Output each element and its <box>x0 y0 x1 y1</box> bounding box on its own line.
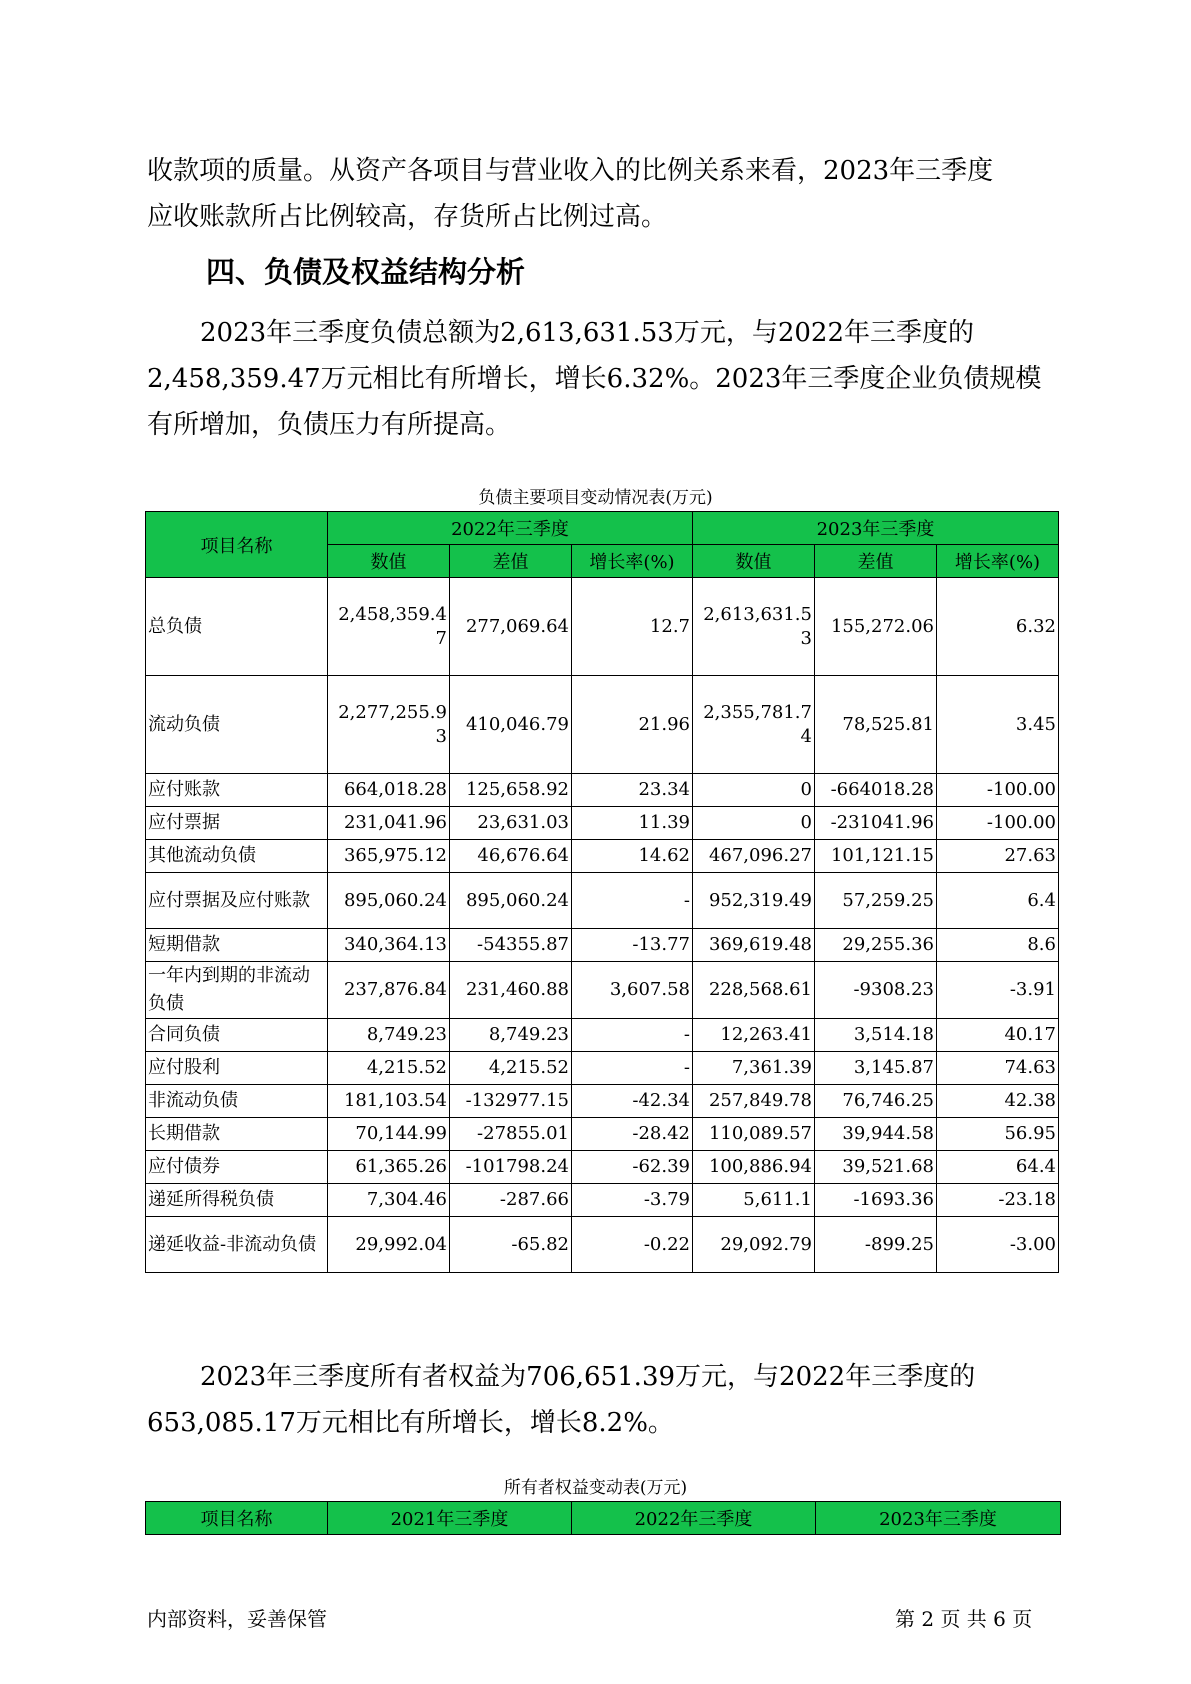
cell-value: - <box>572 1019 693 1052</box>
cell-value: 78,525.81 <box>815 676 937 774</box>
cell-value: 2,613,631.53 <box>693 578 815 676</box>
equity-table <box>145 1501 1061 1535</box>
table-row <box>146 1085 1059 1118</box>
cell-value: 895,060.24 <box>450 873 572 929</box>
cell-value: 100,886.94 <box>693 1151 815 1184</box>
row-item-name: 递延所得税负债 <box>146 1184 328 1217</box>
cell-value: 181,103.54 <box>328 1085 450 1118</box>
table-row <box>146 1118 1059 1151</box>
table-row <box>146 807 1059 840</box>
table-row <box>146 1184 1059 1217</box>
cell-value: 61,365.26 <box>328 1151 450 1184</box>
header-item-name: 项目名称 <box>146 512 328 578</box>
body-paragraph-line: 2,458,359.47万元相比有所增长，增长6.32%。2023年三季度企业负债规模 <box>147 364 1042 394</box>
header-col-diff: 差值 <box>450 545 572 578</box>
cell-value: 40.17 <box>937 1019 1059 1052</box>
row-item-name: 应付账款 <box>146 774 328 807</box>
cell-value: 42.38 <box>937 1085 1059 1118</box>
row-item-name: 长期借款 <box>146 1118 328 1151</box>
row-item-name: 短期借款 <box>146 929 328 962</box>
table-row <box>146 962 1059 1019</box>
cell-value: -3.79 <box>572 1184 693 1217</box>
cell-value: -13.77 <box>572 929 693 962</box>
equity-header-2022: 2022年三季度 <box>572 1502 816 1535</box>
row-item-name: 流动负债 <box>146 676 328 774</box>
cell-value: 664,018.28 <box>328 774 450 807</box>
cell-value: -9308.23 <box>815 962 937 1019</box>
footer-page-number: 第 2 页 共 6 页 <box>895 1607 1033 1631</box>
cell-value: 70,144.99 <box>328 1118 450 1151</box>
body-paragraph-line: 有所增加，负债压力有所提高。 <box>147 410 512 440</box>
cell-value: -1693.36 <box>815 1184 937 1217</box>
header-col-growth: 增长率(%) <box>572 545 693 578</box>
header-col-diff: 差值 <box>815 545 937 578</box>
equity-header-2023: 2023年三季度 <box>816 1502 1061 1535</box>
cell-value: 365,975.12 <box>328 840 450 873</box>
row-item-name: 合同负债 <box>146 1019 328 1052</box>
equity-header-2021: 2021年三季度 <box>328 1502 572 1535</box>
cell-value: 410,046.79 <box>450 676 572 774</box>
row-item-name: 应付票据 <box>146 807 328 840</box>
cell-value: 4,215.52 <box>328 1052 450 1085</box>
cell-value: 7,361.39 <box>693 1052 815 1085</box>
cell-value: 39,521.68 <box>815 1151 937 1184</box>
cell-value: 2,458,359.47 <box>328 578 450 676</box>
row-item-name: 总负债 <box>146 578 328 676</box>
body-paragraph-line: 2023年三季度负债总额为2,613,631.53万元，与2022年三季度的 <box>200 318 975 348</box>
cell-value: 231,460.88 <box>450 962 572 1019</box>
cell-value: -62.39 <box>572 1151 693 1184</box>
cell-value: 14.62 <box>572 840 693 873</box>
cell-value: 27.63 <box>937 840 1059 873</box>
cell-value: -3.00 <box>937 1217 1059 1273</box>
cell-value: -899.25 <box>815 1217 937 1273</box>
footer-confidential-note: 内部资料，妥善保管 <box>147 1607 327 1631</box>
cell-value: 29,092.79 <box>693 1217 815 1273</box>
header-period-2023: 2023年三季度 <box>693 512 1059 545</box>
cell-value: 237,876.84 <box>328 962 450 1019</box>
table-row <box>146 929 1059 962</box>
cell-value: -231041.96 <box>815 807 937 840</box>
cell-value: 74.63 <box>937 1052 1059 1085</box>
cell-value: 340,364.13 <box>328 929 450 962</box>
header-col-value: 数值 <box>693 545 815 578</box>
table-row <box>146 873 1059 929</box>
table-row <box>146 1052 1059 1085</box>
table-row <box>146 774 1059 807</box>
body-paragraph-line: 653,085.17万元相比有所增长，增长8.2%。 <box>147 1408 674 1438</box>
body-paragraph-line: 应收账款所占比例较高，存货所占比例过高。 <box>147 202 668 232</box>
header-col-value: 数值 <box>328 545 450 578</box>
body-paragraph-line: 2023年三季度所有者权益为706,651.39万元，与2022年三季度的 <box>200 1362 976 1392</box>
cell-value: -287.66 <box>450 1184 572 1217</box>
cell-value: 12,263.41 <box>693 1019 815 1052</box>
cell-value: 12.7 <box>572 578 693 676</box>
cell-value: -65.82 <box>450 1217 572 1273</box>
cell-value: -27855.01 <box>450 1118 572 1151</box>
cell-value: 23,631.03 <box>450 807 572 840</box>
row-item-name: 应付债券 <box>146 1151 328 1184</box>
table-row <box>146 1019 1059 1052</box>
header-period-2022: 2022年三季度 <box>328 512 693 545</box>
cell-value: 6.32 <box>937 578 1059 676</box>
cell-value: -101798.24 <box>450 1151 572 1184</box>
cell-value: 29,992.04 <box>328 1217 450 1273</box>
cell-value: 228,568.61 <box>693 962 815 1019</box>
cell-value: 5,611.1 <box>693 1184 815 1217</box>
cell-value: 3,514.18 <box>815 1019 937 1052</box>
cell-value: -54355.87 <box>450 929 572 962</box>
cell-value: -3.91 <box>937 962 1059 1019</box>
cell-value: -0.22 <box>572 1217 693 1273</box>
cell-value: 369,619.48 <box>693 929 815 962</box>
equity-header-item-name: 项目名称 <box>146 1502 328 1535</box>
cell-value: 277,069.64 <box>450 578 572 676</box>
cell-value: 46,676.64 <box>450 840 572 873</box>
cell-value: -664018.28 <box>815 774 937 807</box>
cell-value: -28.42 <box>572 1118 693 1151</box>
cell-value: 3,145.87 <box>815 1052 937 1085</box>
cell-value: 110,089.57 <box>693 1118 815 1151</box>
cell-value: 23.34 <box>572 774 693 807</box>
cell-value: 231,041.96 <box>328 807 450 840</box>
cell-value: 11.39 <box>572 807 693 840</box>
cell-value: 3.45 <box>937 676 1059 774</box>
cell-value: 0 <box>693 807 815 840</box>
row-item-name: 一年内到期的非流动负债 <box>146 962 328 1019</box>
table-row <box>146 840 1059 873</box>
cell-value: - <box>572 873 693 929</box>
body-paragraph-line: 收款项的质量。从资产各项目与营业收入的比例关系来看，2023年三季度 <box>147 156 994 186</box>
cell-value: 4,215.52 <box>450 1052 572 1085</box>
cell-value: 125,658.92 <box>450 774 572 807</box>
cell-value: 7,304.46 <box>328 1184 450 1217</box>
cell-value: -132977.15 <box>450 1085 572 1118</box>
liability-table-caption: 负债主要项目变动情况表(万元) <box>478 488 713 508</box>
cell-value: 257,849.78 <box>693 1085 815 1118</box>
cell-value: 155,272.06 <box>815 578 937 676</box>
table-row <box>146 1217 1059 1273</box>
table-row <box>146 676 1059 774</box>
cell-value: 101,121.15 <box>815 840 937 873</box>
equity-table-caption: 所有者权益变动表(万元) <box>503 1478 688 1498</box>
cell-value: 8.6 <box>937 929 1059 962</box>
liability-table <box>145 511 1059 1273</box>
cell-value: 3,607.58 <box>572 962 693 1019</box>
section-heading: 四、负债及权益结构分析 <box>206 255 526 289</box>
table-row <box>146 578 1059 676</box>
cell-value: 8,749.23 <box>450 1019 572 1052</box>
cell-value: -100.00 <box>937 774 1059 807</box>
row-item-name: 非流动负债 <box>146 1085 328 1118</box>
row-item-name: 递延收益-非流动负债 <box>146 1217 328 1273</box>
cell-value: 57,259.25 <box>815 873 937 929</box>
cell-value: 2,277,255.93 <box>328 676 450 774</box>
cell-value: 2,355,781.74 <box>693 676 815 774</box>
cell-value: -23.18 <box>937 1184 1059 1217</box>
cell-value: 6.4 <box>937 873 1059 929</box>
header-col-growth: 增长率(%) <box>937 545 1059 578</box>
row-item-name: 应付票据及应付账款 <box>146 873 328 929</box>
cell-value: -100.00 <box>937 807 1059 840</box>
cell-value: 76,746.25 <box>815 1085 937 1118</box>
cell-value: 39,944.58 <box>815 1118 937 1151</box>
cell-value: 21.96 <box>572 676 693 774</box>
cell-value: 64.4 <box>937 1151 1059 1184</box>
table-row <box>146 1151 1059 1184</box>
row-item-name: 其他流动负债 <box>146 840 328 873</box>
cell-value: 8,749.23 <box>328 1019 450 1052</box>
cell-value: 0 <box>693 774 815 807</box>
cell-value: 56.95 <box>937 1118 1059 1151</box>
cell-value: - <box>572 1052 693 1085</box>
cell-value: 952,319.49 <box>693 873 815 929</box>
cell-value: 467,096.27 <box>693 840 815 873</box>
cell-value: 29,255.36 <box>815 929 937 962</box>
row-item-name: 应付股利 <box>146 1052 328 1085</box>
cell-value: -42.34 <box>572 1085 693 1118</box>
cell-value: 895,060.24 <box>328 873 450 929</box>
